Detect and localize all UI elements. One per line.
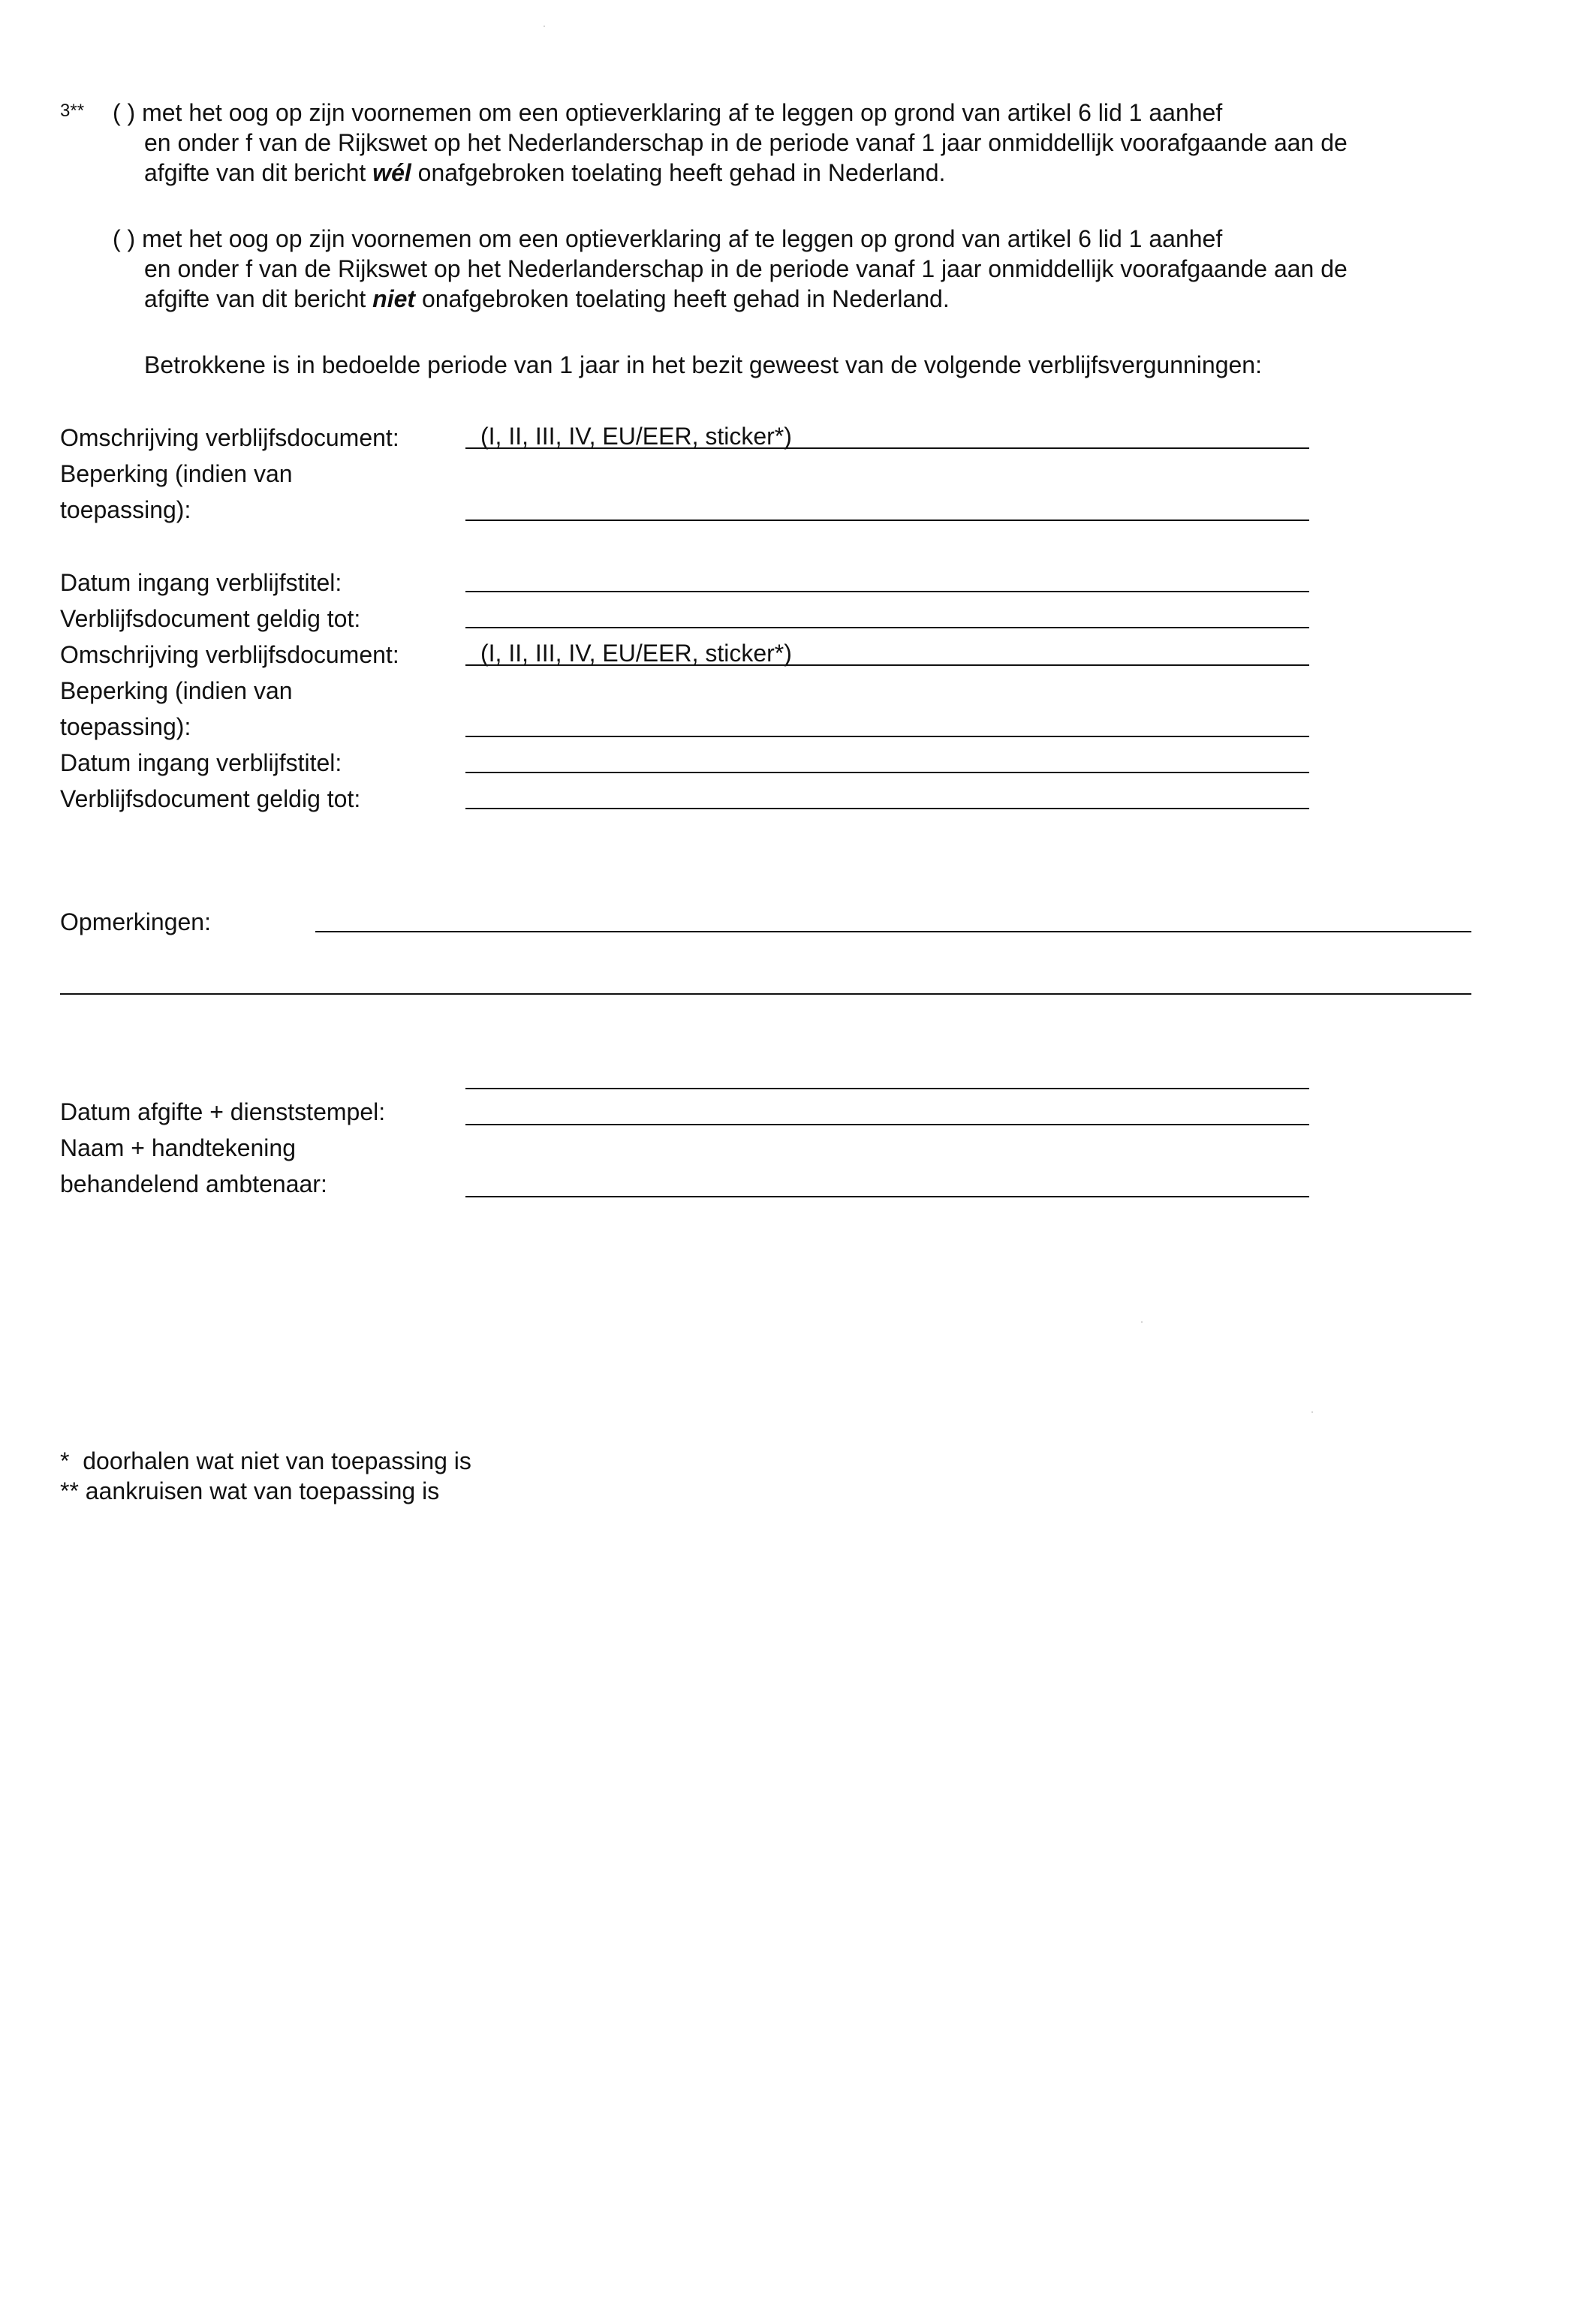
permit1-start-line[interactable] [465,591,1309,592]
official-name-label-2: behandelend ambtenaar: [60,1170,327,1197]
permit1-restriction-label-2: toepassing): [60,496,191,523]
option-b-text-1: met het oog op zijn voornemen om een optieverklaring af te leggen op grond van artikel 6 lid 1 aanhef [142,225,1223,252]
issue-date-label: Datum afgifte + dienststempel: [60,1098,386,1125]
option-a-line-1 [113,98,1348,128]
permit1-valid-line[interactable] [465,627,1309,628]
permit2-restriction-line[interactable] [465,736,1309,737]
option-b-line-1 [113,224,1348,254]
permit2-description-value: (I, II, III, IV, EU/EER, sticker*) [480,640,792,667]
issue-date-line[interactable] [465,1124,1309,1125]
footnote-double: ** aankruisen wat van toepassing is [60,1477,440,1504]
permit1-description-value: (I, II, III, IV, EU/EER, sticker*) [480,423,792,450]
option-b-checkbox[interactable]: ( ) [113,225,136,252]
option-b-text-3a: afgifte van dit bericht [144,285,373,312]
option-b-emphasis: niet [372,285,416,312]
permit2-valid-line[interactable] [465,808,1309,809]
permit2-start-label: Datum ingang verblijfstitel: [60,749,342,776]
permits-intro: Betrokkene is in bedoelde periode van 1 jaar in het bezit geweest van de volgende verblijfsvergunningen: [144,351,1262,378]
option-a-line-3 [113,158,1348,188]
official-signature-line[interactable] [465,1196,1309,1197]
scan-speck [1311,1411,1313,1413]
option-b-paragraph [113,224,1348,314]
option-a-line-2: en onder f van de Rijkswet op het Nederlanderschap in de periode vanaf 1 jaar onmiddellijk voorafgaande aan de [144,129,1348,156]
scan-speck [1141,1321,1143,1323]
remarks-label: Opmerkingen: [60,908,211,935]
official-name-label-1: Naam + handtekening [60,1134,296,1161]
stamp-top-line[interactable] [465,1088,1309,1089]
option-a-text-3b: onafgebroken toelating heeft gehad in Nederland. [411,159,946,186]
footnote-single: * doorhalen wat niet van toepassing is [60,1447,471,1474]
permit2-restriction-label-2: toepassing): [60,713,191,740]
scan-speck [544,26,545,27]
option-a-emphasis: wél [372,159,411,186]
permit1-restriction-line[interactable] [465,520,1309,521]
remarks-line-1[interactable] [315,931,1471,932]
option-b-line-3 [113,284,1348,314]
permit1-description-line[interactable] [465,447,1309,449]
permit1-valid-label: Verblijfsdocument geldig tot: [60,605,361,632]
permit1-restriction-label-1: Beperking (indien van [60,460,293,487]
permit2-restriction-label-1: Beperking (indien van [60,677,293,704]
permit1-start-label: Datum ingang verblijfstitel: [60,569,342,596]
option-b-line-2: en onder f van de Rijkswet op het Nederlanderschap in de periode vanaf 1 jaar onmiddellijk voorafgaande aan de [144,255,1348,282]
option-a-text-3a: afgifte van dit bericht [144,159,373,186]
permit1-description-label: Omschrijving verblijfsdocument: [60,424,399,451]
option-a-paragraph [113,98,1348,188]
permit2-valid-label: Verblijfsdocument geldig tot: [60,785,361,812]
remarks-line-2[interactable] [60,993,1471,995]
option-b-text-3b: onafgebroken toelating heeft gehad in Nederland. [415,285,950,312]
permit2-start-line[interactable] [465,772,1309,773]
option-a-text-1: met het oog op zijn voornemen om een optieverklaring af te leggen op grond van artikel 6 lid 1 aanhef [142,99,1223,126]
option-a-checkbox[interactable]: ( ) [113,99,136,126]
option-number: 3** [60,101,85,121]
permit2-description-line[interactable] [465,664,1309,666]
permit2-description-label: Omschrijving verblijfsdocument: [60,641,399,668]
